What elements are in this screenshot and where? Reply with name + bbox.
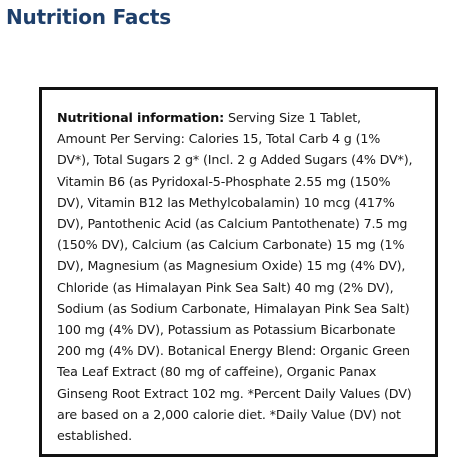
- nutrition-facts-label: Nutritional information:: [57, 110, 225, 125]
- nutrition-facts-body: Serving Size 1 Tablet, Amount Per Serving: Calories 15, Total Carb 4 g (1% DV*), Total Sugars 2 g* (Incl. 2 g Added Sugars (4% DV*), Vitamin B6 (as Pyridoxal-5-Phosphate 2.55 mg (150% DV), Vitamin B12 las Methylcobalamin) 10 mcg (417% DV), Pantothenic Acid (as Calcium Pantothenate) 7.5 mg (150% DV), Calcium (as Calcium Carbonate) 15 mg (1% DV), Magnesium (as Magnesium Oxide) 15 mg (4% DV), Chloride (as Himalayan Pink Sea Salt) 40 mg (2% DV), Sodium (as Sodium Carbonate, Himalayan Pink Sea Salt) 100 mg (4% DV), Potassium as Potassium Bicarbonate 200 mg (4% DV). Botanical Energy Blend: Organic Green Tea Leaf Extract (80 mg of caffeine), Organic Panax Ginseng Root Extract 102 mg. *Percent Daily Values (DV) are based on a 2,000 calorie diet. *Daily Value (DV) not established.: [57, 110, 413, 444]
- nutrition-facts-text: [57, 107, 413, 446]
- nutrition-facts-panel: [39, 87, 438, 457]
- section-title: Nutrition Facts: [6, 5, 171, 29]
